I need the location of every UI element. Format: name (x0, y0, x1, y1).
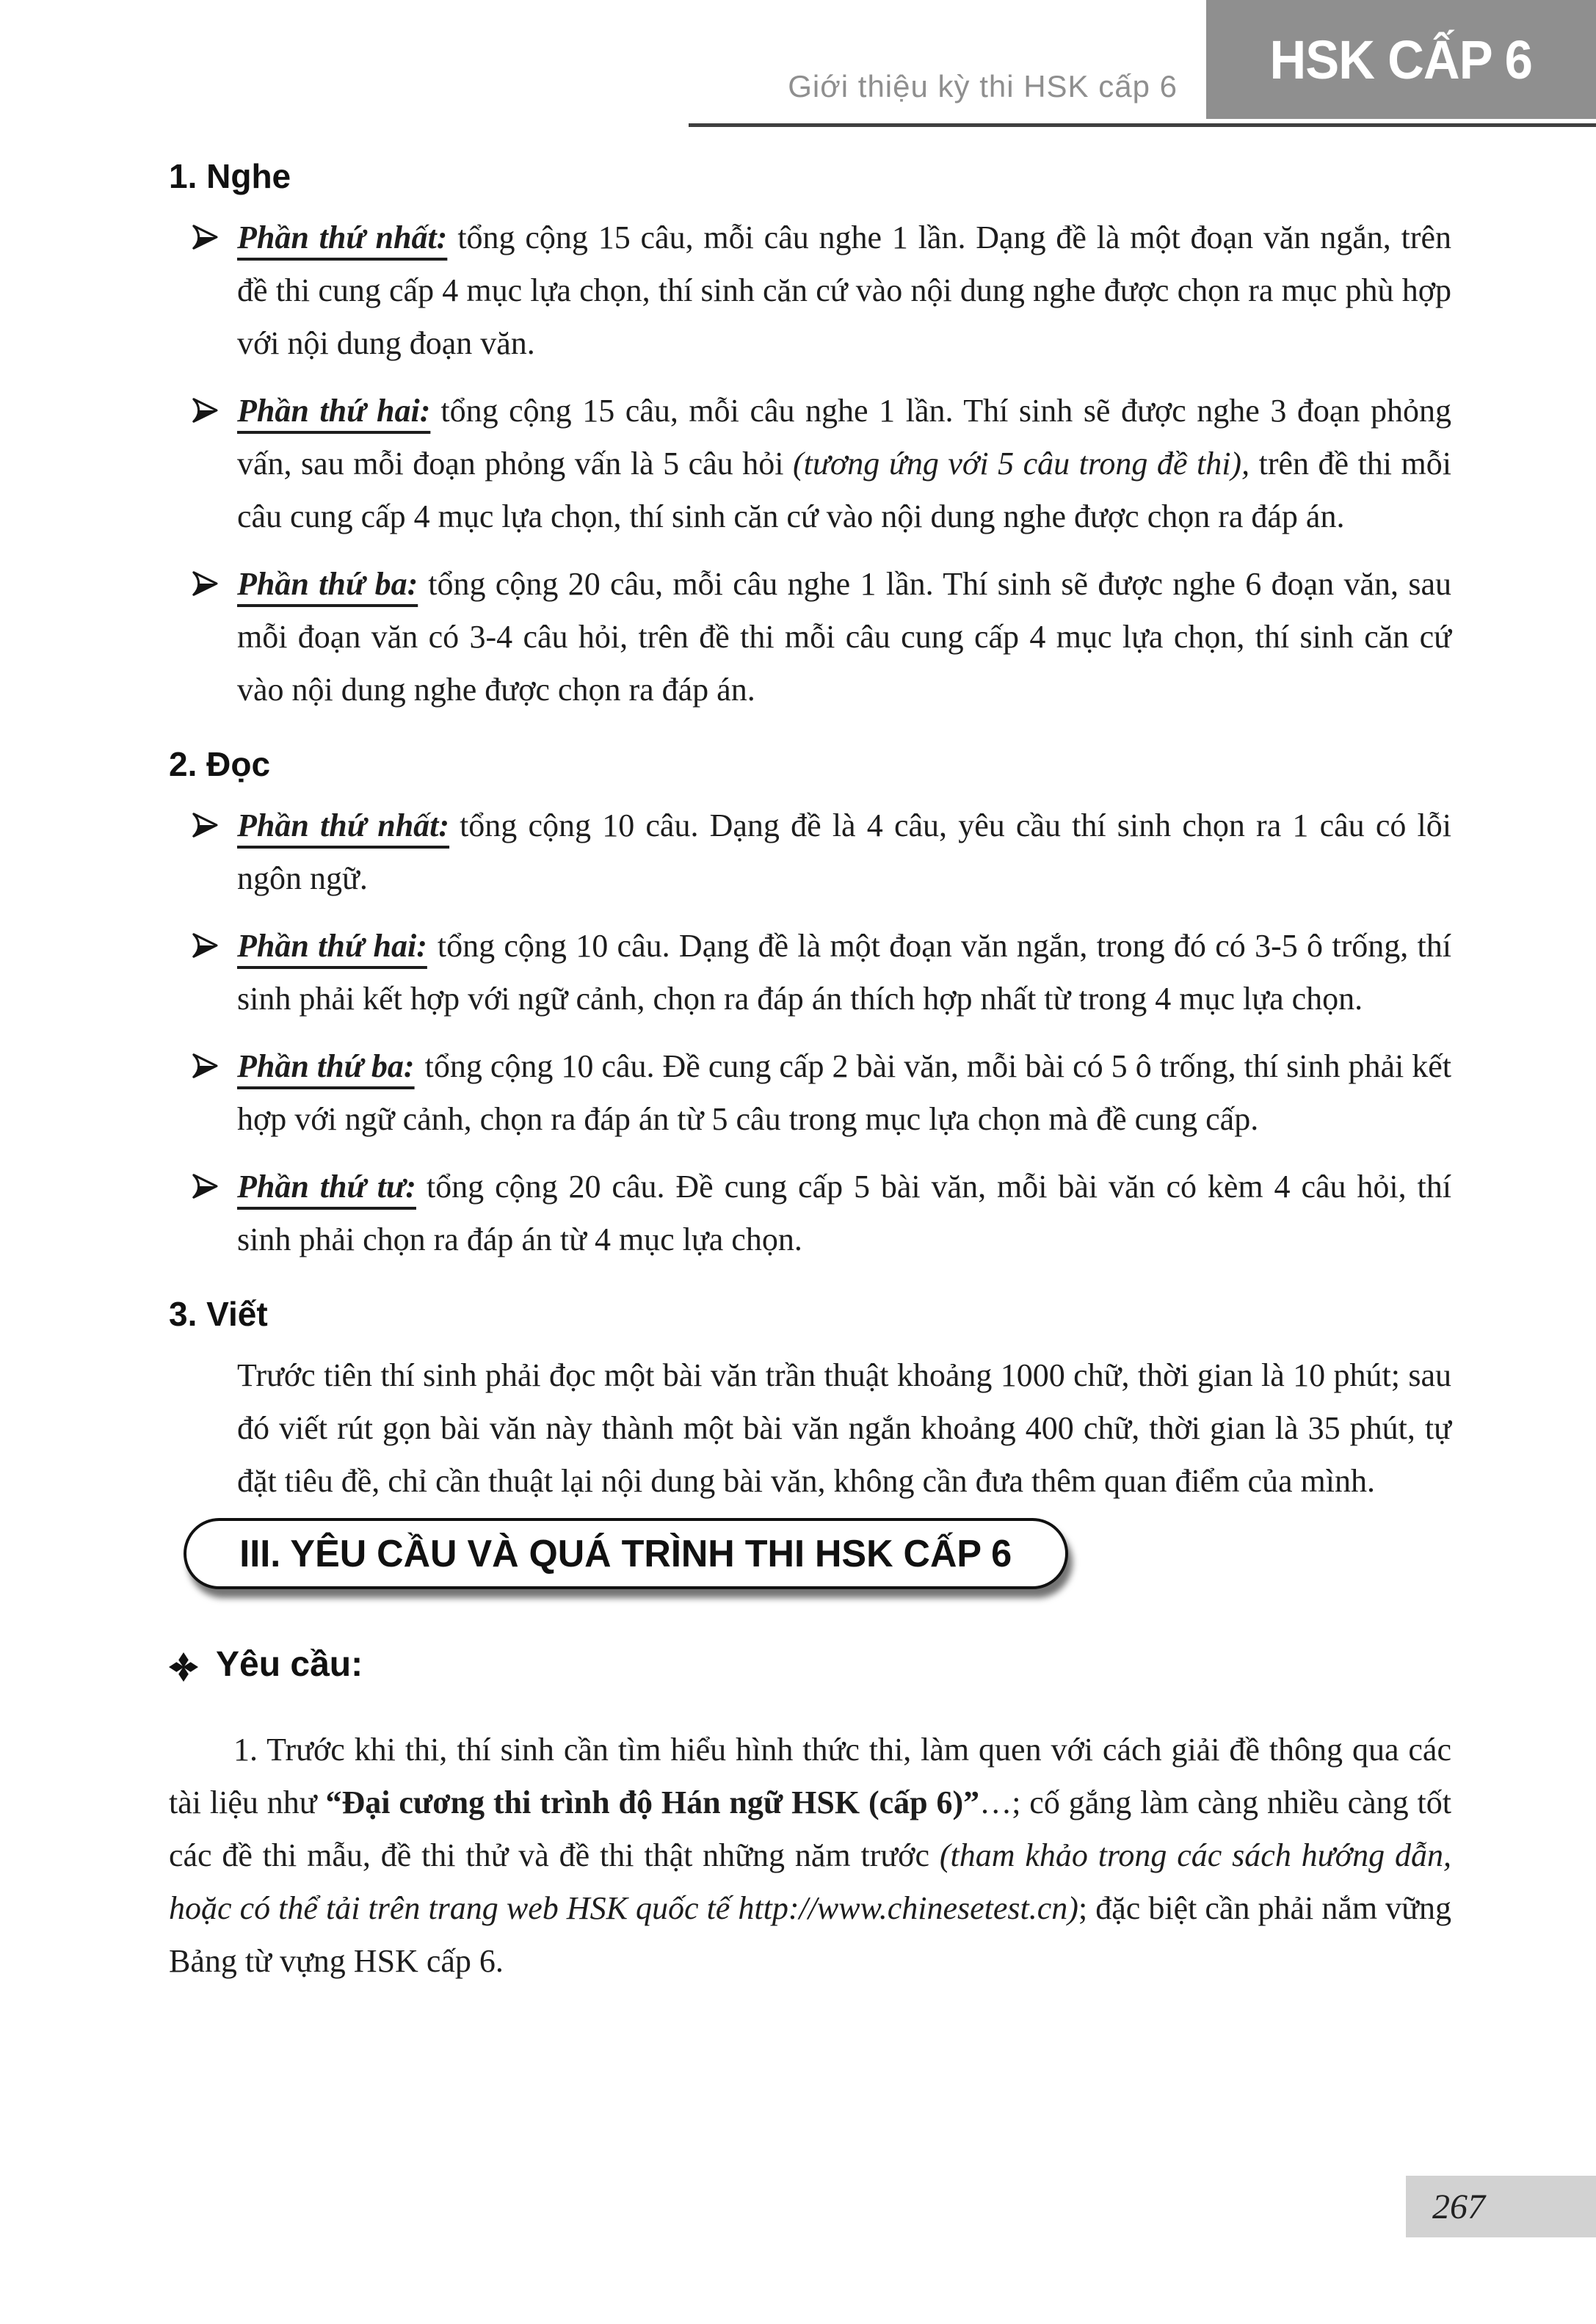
requirements-text: ; đặc biệt cần phải nắm vững Bảng từ vựng HSK cấp 6. (169, 1890, 1451, 1979)
section-heading-doc: 2. Đọc (169, 745, 271, 783)
requirements-text: …; cố gắng làm càng nhiều càng tốt các đề thi mẫu, đề thi thử và đề thi thật những năm trước (169, 1784, 1451, 1873)
header-rule (689, 123, 1596, 127)
arrow-bullet-icon (191, 811, 219, 839)
arrow-bullet-icon (191, 396, 219, 424)
chapter-tab (1206, 0, 1596, 119)
item-label: Phần thứ hai: (237, 928, 427, 964)
list-item (169, 1040, 1451, 1146)
list-item (169, 385, 1451, 543)
list-item-text (237, 1040, 1451, 1146)
list-item (169, 211, 1451, 370)
requirements-text-italic: (tham khảo trong các sách hướng dẫn, hoặc có thể tải trên trang web HSK quốc tế http://www.chinesetest.cn) (169, 1837, 1451, 1926)
requirements-heading (169, 1644, 1451, 1685)
list-item-text (237, 385, 1451, 543)
item-text: tổng cộng 20 câu, mỗi câu nghe 1 lần. Thí sinh sẽ được nghe 6 đoạn văn, sau mỗi đoạn văn có 3-4 câu hỏi, trên đề thi mỗi câu cung cấp 4 mục lựa chọn, thí sinh căn cứ vào nội dung nghe được chọn ra đáp án. (237, 566, 1451, 708)
section-heading-viet: 3. Viết (169, 1295, 268, 1333)
list-item-text (237, 558, 1451, 716)
item-text: tổng cộng 15 câu, mỗi câu nghe 1 lần. Thí sinh sẽ được nghe 3 đoạn phỏng vấn, sau mỗi đoạn phỏng vấn là 5 câu hỏi (237, 393, 1451, 482)
arrow-bullet-icon (191, 570, 219, 598)
page-number: 267 (1432, 2187, 1485, 2226)
list-item (169, 1161, 1451, 1266)
arrow-bullet-icon (191, 932, 219, 959)
page-number-box (1406, 2176, 1596, 2237)
item-label: Phần thứ nhất: (237, 219, 448, 255)
writing-section-paragraph: Trước tiên thí sinh phải đọc một bài văn trần thuật khoảng 1000 chữ, thời gian là 10 phút; sau đó viết rút gọn bài văn này thành một bài văn ngắn khoảng 400 chữ, thời gian là 35 phút, tự đặt tiêu đề, chỉ cần thuật lại nội dung bài văn, không cần đưa thêm quan điểm của mình. (237, 1357, 1451, 1499)
item-label: Phần thứ ba: (237, 566, 418, 602)
item-label: Phần thứ hai: (237, 393, 431, 429)
item-text: tổng cộng 15 câu, mỗi câu nghe 1 lần. Dạng đề là một đoạn văn ngắn, trên đề thi cung cấp 4 mục lựa chọn, thí sinh căn cứ vào nội dung nghe được chọn ra mục phù hợp với nội dung đoạn văn. (237, 219, 1451, 361)
requirements-heading-label: Yêu cầu: (216, 1645, 363, 1684)
item-text: trên đề thi mỗi câu cung cấp 4 mục lựa chọn, thí sinh căn cứ vào nội dung nghe được chọn ra đáp án. (237, 446, 1451, 534)
requirements-paragraph (169, 1724, 1451, 1988)
chapter-tab-label: HSK CẤP 6 (1269, 29, 1533, 90)
section-banner-title: III. YÊU CẦU VÀ QUÁ TRÌNH THI HSK CẤP 6 (239, 1532, 1012, 1575)
item-label: Phần thứ tư: (237, 1169, 416, 1205)
page-content (169, 128, 1451, 1988)
item-label: Phần thứ ba: (237, 1048, 415, 1084)
requirements-text: 1. Trước khi thi, thí sinh cần tìm hiểu hình thức thi, làm quen với cách giải đề thông qua các tài liệu như (169, 1732, 1451, 1820)
list-item-text (237, 799, 1451, 905)
item-text: tổng cộng 10 câu. Đề cung cấp 2 bài văn, mỗi bài có 5 ô trống, thí sinh phải kết hợp với ngữ cảnh, chọn ra đáp án từ 5 câu trong mục lựa chọn mà đề cung cấp. (237, 1048, 1452, 1137)
arrow-bullet-icon (191, 1052, 219, 1080)
list-item (169, 920, 1451, 1025)
diamond-icon (169, 1650, 198, 1680)
arrow-bullet-icon (191, 1172, 219, 1200)
item-text-italic: (tương ứng với 5 câu trong đề thi), (792, 446, 1250, 482)
list-item-text (237, 920, 1451, 1025)
item-text: tổng cộng 10 câu. Dạng đề là 4 câu, yêu cầu thí sinh chọn ra 1 câu có lỗi ngôn ngữ. (237, 807, 1452, 896)
item-text: tổng cộng 20 câu. Đề cung cấp 5 bài văn, mỗi bài văn có kèm 4 câu hỏi, thí sinh phải chọn ra đáp án từ 4 mục lựa chọn. (237, 1169, 1451, 1257)
running-header-title: Giới thiệu kỳ thi HSK cấp 6 (788, 69, 1178, 104)
section-banner (184, 1518, 1068, 1589)
list-item (169, 799, 1451, 905)
section-heading-nghe: 1. Nghe (169, 157, 291, 195)
list-item-text (237, 1161, 1451, 1266)
item-text: tổng cộng 10 câu. Dạng đề là một đoạn văn ngắn, trong đó có 3-5 ô trống, thí sinh phải kết hợp với ngữ cảnh, chọn ra đáp án thích hợp nhất từ trong 4 mục lựa chọn. (237, 928, 1451, 1017)
arrow-bullet-icon (191, 223, 219, 251)
list-item-text (237, 211, 1451, 370)
list-item (169, 558, 1451, 716)
requirements-text-bold: “Đại cương thi trình độ Hán ngữ HSK (cấp 6)” (325, 1784, 980, 1820)
item-label: Phần thứ nhất: (237, 807, 450, 843)
